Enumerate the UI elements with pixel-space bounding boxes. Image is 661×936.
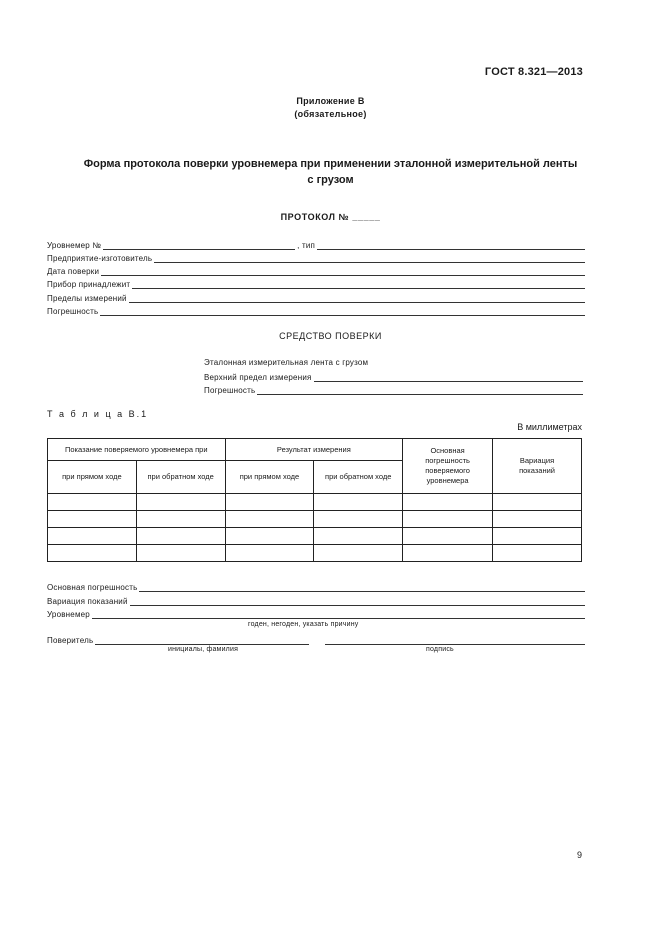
table-cell[interactable]: [403, 545, 493, 562]
form-title-line2: с грузом: [307, 174, 354, 186]
field-ranges: [47, 291, 585, 303]
table-cell[interactable]: [225, 494, 314, 511]
field-date: [47, 264, 585, 276]
sub-forward-results: при прямом ходе: [225, 461, 314, 494]
table-cell[interactable]: [314, 528, 403, 545]
signature-hint: подпись: [426, 646, 454, 653]
table-cell[interactable]: [493, 528, 582, 545]
table-cell[interactable]: [314, 511, 403, 528]
header-basic-error: Основная погрешность поверяемого уровнемера: [403, 439, 493, 494]
manufacturer-line[interactable]: [154, 254, 585, 263]
table-cell[interactable]: [48, 528, 137, 545]
means-title: СРЕДСТВО ПОВЕРКИ: [279, 331, 382, 341]
table-cell[interactable]: [403, 494, 493, 511]
form-title-line1: Форма протокола поверки уровнемера при применении эталонной измерительной ленты: [83, 158, 578, 170]
field-error: [47, 304, 585, 316]
owner-line[interactable]: [132, 280, 585, 289]
table-cell[interactable]: [225, 528, 314, 545]
result-variation-label: Вариация показаний: [47, 597, 128, 606]
table-cell[interactable]: [403, 511, 493, 528]
result-variation-line[interactable]: [130, 597, 585, 606]
table-label: Т а б л и ц а В.1: [47, 409, 149, 419]
upper-limit-line[interactable]: [314, 373, 583, 382]
header-results: Результат измерения: [225, 439, 403, 461]
field-error-label: Погрешность: [47, 307, 99, 316]
result-basic-error: [47, 580, 585, 592]
verifier-name-line[interactable]: [95, 636, 309, 645]
field-owner-label: Прибор принадлежит: [47, 280, 131, 289]
verification-table: [47, 438, 582, 562]
result-level-gauge-line[interactable]: [92, 610, 585, 619]
field-level-gauge-label: Уровнемер №: [47, 241, 102, 250]
means-error-line[interactable]: [257, 386, 583, 395]
standard-number: ГОСТ 8.321—2013: [484, 66, 583, 78]
level-gauge-number-line[interactable]: [103, 241, 295, 250]
result-variation: [47, 594, 585, 606]
means-tape: [204, 355, 583, 367]
header-readings: Показание поверяемого уровнемера при: [48, 439, 226, 461]
table-cell[interactable]: [136, 511, 225, 528]
table-cell[interactable]: [314, 545, 403, 562]
table-cell[interactable]: [136, 528, 225, 545]
table-row: [48, 494, 582, 511]
ranges-line[interactable]: [129, 294, 585, 303]
appendix-title: Приложение В: [296, 96, 365, 106]
field-manufacturer: [47, 251, 585, 263]
verdict-hint: годен, негоден, указать причину: [248, 621, 359, 628]
means-upper-limit-label: Верхний предел измерения: [204, 373, 312, 382]
field-ranges-label: Пределы измерений: [47, 294, 127, 303]
table-row: [48, 545, 582, 562]
field-level-gauge: [47, 238, 585, 250]
table-cell[interactable]: [48, 545, 137, 562]
sub-reverse-results: при обратном ходе: [314, 461, 403, 494]
table-cell[interactable]: [136, 545, 225, 562]
table-cell[interactable]: [48, 494, 137, 511]
field-type-label: , тип: [297, 241, 316, 250]
means-upper-limit: [204, 370, 583, 382]
result-level-gauge-label: Уровнемер: [47, 610, 90, 619]
table-cell[interactable]: [403, 528, 493, 545]
type-line[interactable]: [317, 241, 585, 250]
table-cell[interactable]: [225, 511, 314, 528]
verifier-signature-line[interactable]: [325, 636, 585, 645]
sub-reverse-readings: при обратном ходе: [136, 461, 225, 494]
appendix-subtitle: (обязательное): [294, 109, 367, 119]
field-manufacturer-label: Предприятие-изготовитель: [47, 254, 153, 263]
result-basic-error-label: Основная погрешность: [47, 583, 138, 592]
result-verifier-label: Поверитель: [47, 636, 94, 645]
table-row: [48, 511, 582, 528]
table-cell[interactable]: [225, 545, 314, 562]
date-line[interactable]: [101, 267, 585, 276]
form-title: [40, 156, 621, 188]
result-verifier: [47, 633, 585, 645]
sub-forward-readings: при прямом ходе: [48, 461, 137, 494]
protocol-label: ПРОТОКОЛ № _____: [280, 212, 381, 222]
table-cell[interactable]: [136, 494, 225, 511]
means-error-label: Погрешность: [204, 386, 256, 395]
means-error: [204, 383, 583, 395]
initials-hint: инициалы, фамилия: [168, 646, 239, 653]
means-tape-label: Эталонная измерительная лента с грузом: [204, 358, 369, 367]
page-number: 9: [576, 850, 582, 860]
table-row: [48, 528, 582, 545]
table-cell[interactable]: [493, 494, 582, 511]
table-cell[interactable]: [493, 511, 582, 528]
result-basic-error-line[interactable]: [139, 583, 585, 592]
header-variation: Вариация показаний: [493, 439, 582, 494]
result-level-gauge: [47, 607, 585, 619]
field-date-label: Дата поверки: [47, 267, 100, 276]
field-owner: [47, 277, 585, 289]
appendix-heading: [0, 95, 661, 121]
table-cell[interactable]: [493, 545, 582, 562]
error-line[interactable]: [100, 307, 585, 316]
table-cell[interactable]: [48, 511, 137, 528]
table-cell[interactable]: [314, 494, 403, 511]
table-units: В миллиметрах: [517, 422, 582, 432]
